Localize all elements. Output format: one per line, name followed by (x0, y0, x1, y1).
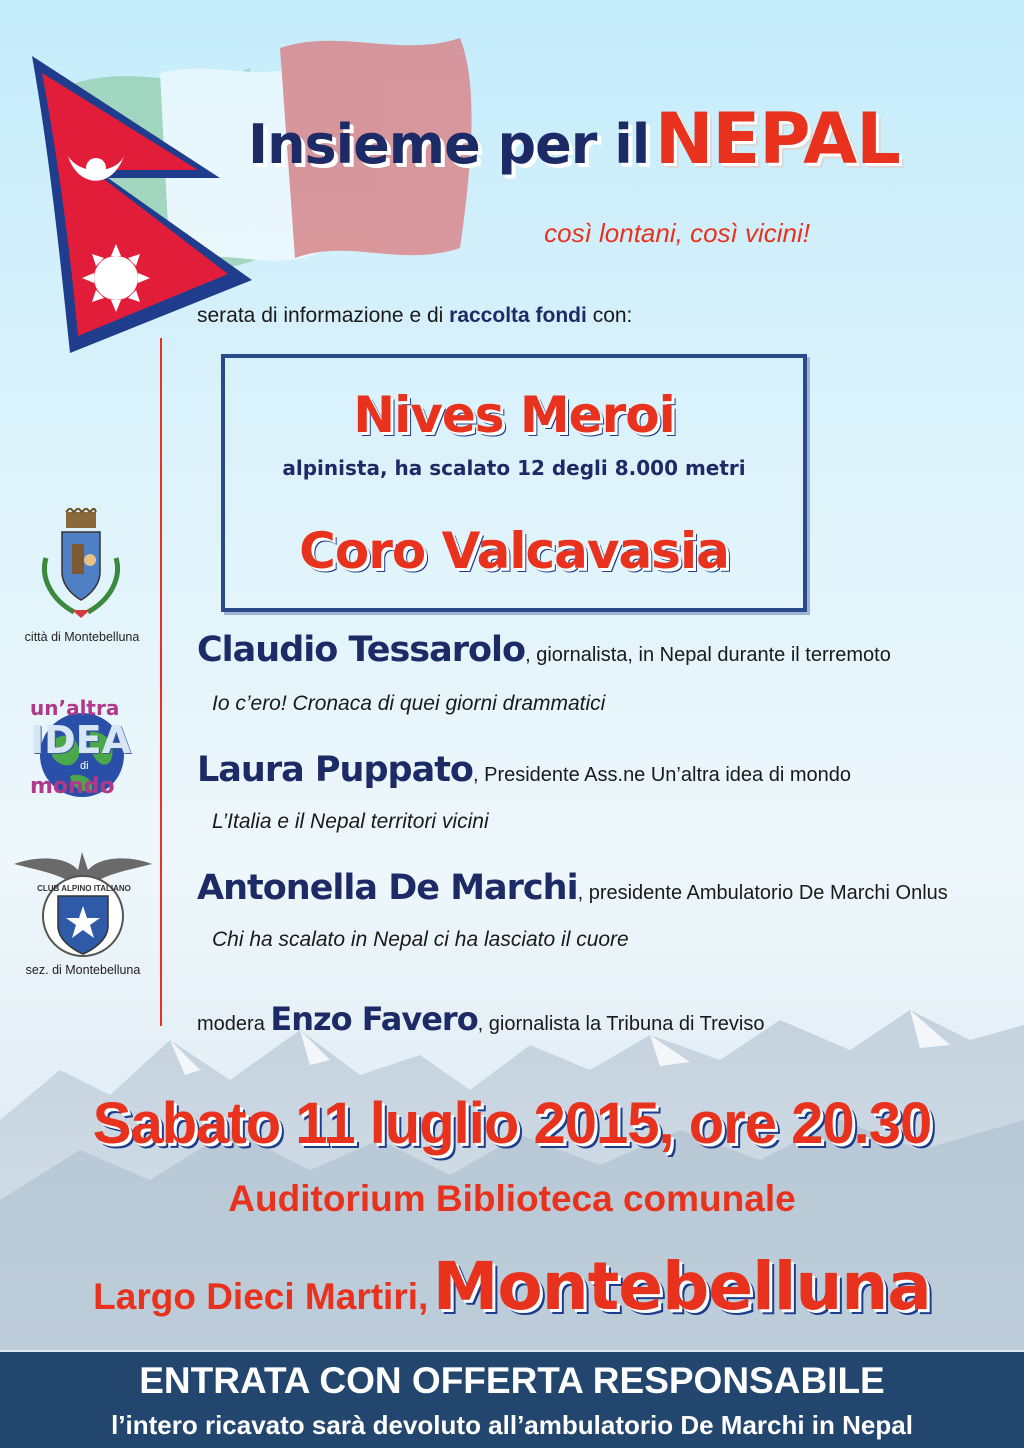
idea-logo-line-3: di (80, 760, 89, 772)
intro-prefix: serata di informazione e di (197, 304, 444, 327)
intro-line (197, 304, 632, 328)
speaker-2-talk: L’Italia e il Nepal territori vicini (212, 810, 489, 833)
cai-eagle-emblem-icon (12, 848, 154, 964)
speaker-2-name: Laura Puppato (197, 750, 473, 790)
moderator-line (197, 1000, 764, 1038)
speaker-2 (197, 750, 851, 790)
moderator-name: Enzo Favero (270, 1000, 478, 1038)
speaker-3 (197, 868, 948, 908)
idea-logo-line-1: un’altra (30, 696, 120, 720)
event-address (0, 1248, 1024, 1325)
cai-logo-caption: sez. di Montebelluna (25, 963, 141, 977)
speaker-1-talk: Io c’ero! Cronaca di quei giorni drammatici (212, 692, 606, 715)
speaker-2-role: , Presidente Ass.ne Un’altra idea di mondo (472, 764, 851, 786)
event-street: Largo Dieci Martiri, (93, 1276, 429, 1317)
title-part-1: Insieme per il (248, 113, 650, 176)
featured-choir-name: Coro Valcavasia (299, 522, 729, 580)
speaker-3-talk: Chi ha scalato in Nepal ci ha lasciato il cuore (212, 928, 629, 951)
cai-logo-text: CLUB ALPINO ITALIANO (37, 884, 131, 893)
event-city: Montebelluna (432, 1248, 931, 1325)
featured-guest-name: Nives Meroi (353, 386, 675, 444)
cai-logo (12, 848, 154, 964)
poster-title (248, 98, 1018, 180)
event-date-time: Sabato 11 luglio 2015, ore 20.30 (92, 1091, 932, 1156)
featured-guest-description: alpinista, ha scalato 12 degli 8.000 metri (282, 456, 746, 480)
speaker-3-role: , presidente Ambulatorio De Marchi Onlus (577, 882, 948, 904)
idea-logo-line-2: IDEA (30, 718, 132, 762)
title-part-2: NEPAL (654, 98, 900, 180)
moderator-prefix: modera (197, 1013, 265, 1035)
speaker-3-name: Antonella De Marchi (197, 868, 578, 908)
montebelluna-coat-of-arms-icon (32, 508, 130, 626)
event-venue: Auditorium Biblioteca comunale (228, 1178, 796, 1219)
moderator-role: , giornalista la Tribuna di Treviso (477, 1013, 765, 1035)
idea-di-mondo-logo (24, 696, 140, 804)
intro-suffix: con: (592, 304, 633, 327)
speaker-1-role: , giornalista, in Nepal durante il terremoto (525, 644, 891, 666)
city-logo-caption: città di Montebelluna (24, 630, 140, 644)
tagline: così lontani, così vicini! (544, 218, 810, 248)
footer-subline: l’intero ricavato sarà devoluto all’ambulatorio De Marchi in Nepal (111, 1410, 913, 1440)
idea-logo-line-4: mondo (30, 774, 115, 799)
speaker-1-name: Claudio Tessarolo (197, 630, 526, 670)
red-divider-line (160, 338, 162, 1026)
footer-headline: ENTRATA CON OFFERTA RESPONSABILE (139, 1360, 885, 1401)
intro-highlight: raccolta fondi (449, 304, 587, 327)
speaker-1 (197, 630, 891, 670)
